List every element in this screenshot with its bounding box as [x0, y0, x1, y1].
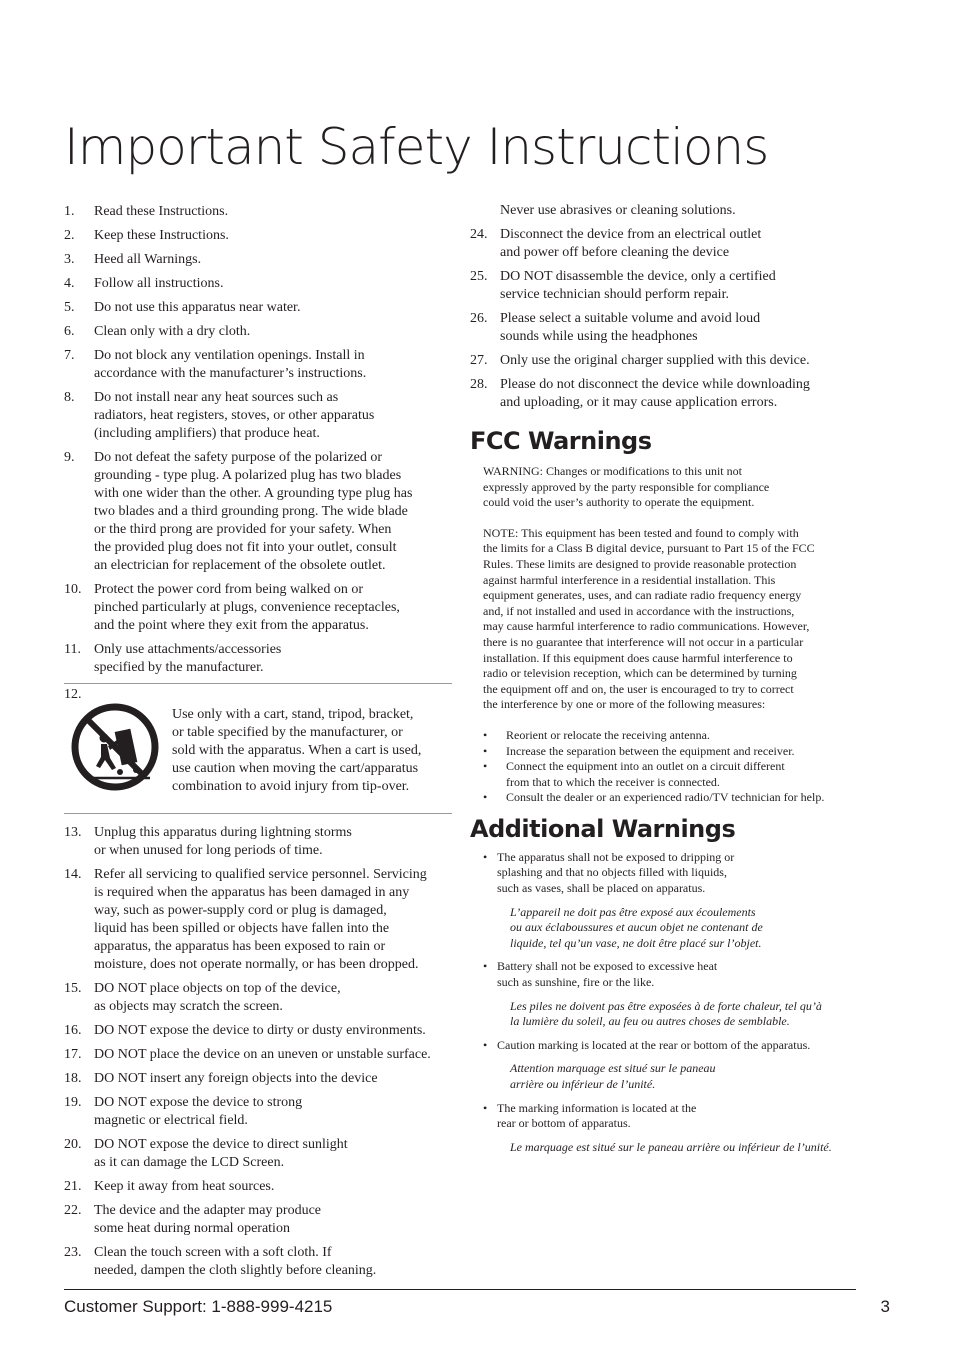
fcc-measure-item [483, 728, 856, 744]
item-text: Please select a suitable volume and avoid loud sounds while using the headphones [500, 311, 761, 344]
item-number: 11. [64, 642, 81, 657]
item-text: Clean only with a dry cloth. [94, 324, 251, 339]
item-number: 18. [64, 1071, 82, 1086]
item-number: 21. [64, 1179, 82, 1194]
warning-text-fr: Les piles ne doivent pas être exposées à de forte chaleur, tel qu’à la lumière du soleil, au feu ou autres choses de semblable. [510, 998, 822, 1029]
list-item [64, 299, 452, 317]
list-item [470, 310, 856, 346]
item-number: 2. [64, 228, 75, 243]
list-item [64, 275, 452, 293]
item-number: 13. [64, 825, 82, 840]
additional-warnings-list [470, 850, 856, 1156]
item-text: Do not block any ventilation openings. Install in accordance with the manufacturer’s instructions. [94, 348, 367, 381]
fcc-measures-list [470, 728, 856, 806]
item-number: 26. [470, 311, 488, 326]
item-text: DO NOT expose the device to dirty or dusty environments. [94, 1023, 426, 1038]
item-text: Only use attachments/accessories specified by the manufacturer. [94, 642, 282, 675]
cart-tip-over-warning-icon [70, 702, 160, 792]
warning-text-en: Caution marking is located at the rear or bottom of the apparatus. [497, 1037, 811, 1052]
additional-warning-item [483, 850, 856, 897]
list-item [64, 203, 452, 221]
bullet: • [483, 849, 488, 864]
item-23-continued: Never use abrasives or cleaning solutions. [500, 203, 736, 218]
right-column [470, 202, 856, 1155]
item-number: 17. [64, 1047, 82, 1062]
warning-text-en: The marking information is located at the rear or bottom of apparatus. [497, 1100, 697, 1131]
item-number: 1. [64, 204, 75, 219]
bullet: • [483, 1100, 488, 1115]
list-item [64, 449, 452, 575]
list-item [64, 227, 452, 245]
item-text: DO NOT disassemble the device, only a certified service technician should perform repair. [500, 269, 776, 302]
bullet: • [483, 790, 488, 805]
item-text: Follow all instructions. [94, 276, 224, 291]
item-number: 27. [470, 353, 488, 368]
item-text: Do not install near any heat sources such as radiators, heat registers, stoves, or other apparatus (including amplifiers) that produce heat. [94, 390, 375, 441]
item-number: 20. [64, 1137, 82, 1152]
footer-divider [64, 1289, 856, 1290]
safety-list [470, 226, 856, 412]
item-text: DO NOT place objects on top of the device, as objects may scratch the screen. [94, 981, 341, 1014]
list-item [470, 376, 856, 412]
item-number: 10. [64, 582, 82, 597]
customer-support: Customer Support: 1-888-999-4215 [64, 1297, 333, 1316]
item-text: Heed all Warnings. [94, 252, 202, 267]
additional-warning-item [483, 959, 856, 990]
item-number: 19. [64, 1095, 82, 1110]
item-text: Unplug this apparatus during lightning storms or when unused for long periods of time. [94, 825, 352, 858]
item-text: DO NOT place the device on an uneven or unstable surface. [94, 1047, 431, 1062]
item-text: Please do not disconnect the device while downloading and uploading, or it may cause application errors. [500, 377, 810, 410]
item-text: Only use the original charger supplied with this device. [500, 353, 810, 368]
item-number: 6. [64, 324, 75, 339]
item-number: 22. [64, 1203, 82, 1218]
item-text: DO NOT expose the device to strong magnetic or electrical field. [94, 1095, 303, 1128]
item-text: Keep these Instructions. [94, 228, 229, 243]
item-text: Clean the touch screen with a soft cloth. If needed, dampen the cloth slightly before cleaning. [94, 1245, 377, 1278]
warning-text-en: Battery shall not be exposed to excessive heat such as sunshine, fire or the like. [497, 959, 718, 990]
item-number: 7. [64, 348, 75, 363]
item-number: 5. [64, 300, 75, 315]
item-number: 3. [64, 252, 75, 267]
left-column [64, 203, 452, 1286]
item-number: 16. [64, 1023, 82, 1038]
item-text: Keep it away from heat sources. [94, 1179, 275, 1194]
list-item [64, 1046, 452, 1064]
fcc-measure-item [483, 759, 856, 790]
list-item [64, 251, 452, 269]
item-number: 23. [64, 1245, 82, 1260]
safety-list [64, 824, 452, 1280]
list-item [64, 1070, 452, 1088]
item-text: Protect the power cord from being walked on or pinched particularly at plugs, convenience receptacles, and the point where they exit from the apparatus. [94, 582, 400, 633]
additional-warning-item [483, 1101, 856, 1132]
fcc-measure-item [483, 790, 856, 806]
bullet: • [483, 959, 488, 974]
list-item [64, 1202, 452, 1238]
list-item [64, 1094, 452, 1130]
warning-text-fr: Le marquage est situé sur le paneau arrière ou inférieur de l’unité. [510, 1139, 832, 1154]
list-item [64, 1022, 452, 1040]
item-text: Disconnect the device from an electrical outlet and power off before cleaning the device [500, 227, 762, 260]
item-text: Read these Instructions. [94, 204, 229, 219]
list-item [64, 980, 452, 1016]
list-item [64, 824, 452, 860]
item-number: 14. [64, 867, 82, 882]
item-text: Do not use this apparatus near water. [94, 300, 301, 315]
list-item [470, 268, 856, 304]
additional-warnings-heading: Additional Warnings [470, 814, 736, 843]
additional-warning-item [483, 1038, 856, 1054]
item-text: DO NOT insert any foreign objects into the device [94, 1071, 378, 1086]
item-text: Do not defeat the safety purpose of the polarized or grounding - type plug. A polarized plug has two blades with one wider than the other. A grounding type plug has two blades and a third grounding prong. The wide blade or the third prong are provided for your safety. When the provided plug does not fit into your outlet, consult an electrician for replacement of the obsolete outlet. [94, 450, 413, 573]
list-item [64, 641, 452, 677]
cart-warning-box [64, 683, 452, 814]
list-item [64, 323, 452, 341]
fcc-heading: FCC Warnings [470, 427, 652, 455]
item-number: 24. [470, 227, 488, 242]
item-number: 9. [64, 450, 75, 465]
item-text: Use only with a cart, stand, tripod, bracket, or table specified by the manufacturer, or sold with the apparatus. When a cart is used, use caution when moving the cart/apparatus combination to avoid injury from tip-over. [172, 707, 422, 794]
list-item [470, 226, 856, 262]
list-item [64, 347, 452, 383]
page-number: 3 [880, 1297, 890, 1316]
safety-list [64, 203, 452, 677]
fcc-measure-item [483, 744, 856, 760]
bullet: • [483, 1037, 488, 1052]
item-number: 12. [64, 687, 82, 702]
page-title: Important Safety Instructions [64, 118, 769, 176]
item-number: 4. [64, 276, 75, 291]
measure-text: Increase the separation between the equipment and receiver. [506, 743, 795, 758]
item-number: 28. [470, 377, 488, 392]
fcc-note: NOTE: This equipment has been tested and found to comply with the limits for a Class B digital device, pursuant to Part 15 of the FCC Rules. These limits are designed to provide reasonable protection against harmful interference in a residential installation. This equipment generates, uses, and can radiate radio frequency energy and, if not installed and used in accordance with the instructions, may cause harmful interference to radio communications. However, there is no guarantee that interference will not occur in a particular installation. If this equipment does cause harmful interference to radio or television reception, which can be determined by turning the equipment off and on, the user is encouraged to try to correct the interference by one or more of the following measures: [483, 525, 815, 712]
item-text: The device and the adapter may produce some heat during normal operation [94, 1203, 322, 1236]
measure-text: Connect the equipment into an outlet on a circuit different from that to which the receiver is connected. [506, 759, 785, 789]
list-item [64, 581, 452, 635]
list-item [64, 866, 452, 974]
item-number: 15. [64, 981, 82, 996]
list-item [470, 352, 856, 370]
warning-text-en: The apparatus shall not be exposed to dripping or splashing and that no objects filled with liquids, such as vases, shall be placed on apparatus. [497, 849, 735, 896]
list-item [64, 389, 452, 443]
list-item [64, 1136, 452, 1172]
fcc-warning: WARNING: Changes or modifications to this unit not expressly approved by the party responsible for compliance could void the user’s authority to operate the equipment. [483, 464, 770, 510]
item-text: Refer all servicing to qualified service personnel. Servicing is required when the apparatus has been damaged in any way, such as power-supply cord or plug is damaged, liquid has been spilled or objects have fallen into the apparatus, the apparatus has been exposed to rain or moisture, does not operate normally, or has been dropped. [94, 867, 427, 972]
item-text: DO NOT expose the device to direct sunlight as it can damage the LCD Screen. [94, 1137, 348, 1170]
list-item [64, 1244, 452, 1280]
measure-text: Reorient or relocate the receiving antenna. [506, 727, 710, 742]
warning-text-fr: L’appareil ne doit pas être exposé aux écoulements ou aux éclaboussures et aucun objet ne contenant de liquide, tel qu’un vase, ne doit être placé sur l’objet. [510, 904, 763, 950]
warning-text-fr: Attention marquage est situé sur le paneau arrière ou inférieur de l’unité. [510, 1061, 716, 1091]
list-item [64, 1178, 452, 1196]
item-number: 8. [64, 390, 75, 405]
bullet: • [483, 743, 488, 758]
measure-text: Consult the dealer or an experienced radio/TV technician for help. [506, 790, 825, 805]
bullet: • [483, 759, 488, 774]
bullet: • [483, 727, 488, 742]
item-number: 25. [470, 269, 488, 284]
